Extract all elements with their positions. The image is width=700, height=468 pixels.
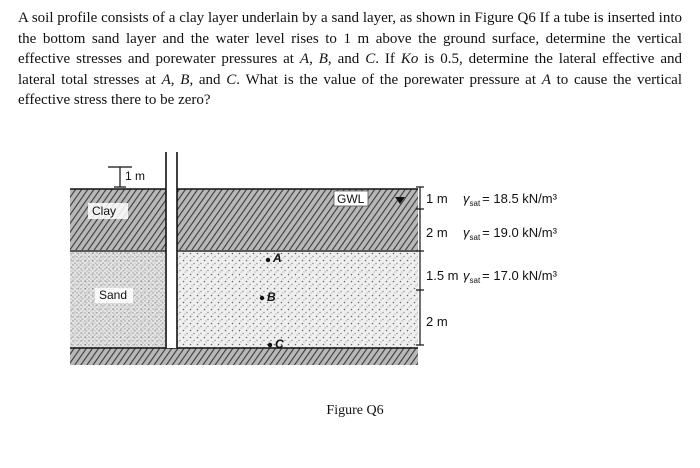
point-b-label: B bbox=[267, 290, 276, 304]
layer1-gamma: $\gamma_{sat} = 18.5$ kN/m³ bbox=[463, 191, 557, 208]
layer2-depth: 2 m bbox=[426, 225, 448, 240]
layer3-gamma: $\gamma_{sat} = 17.0$ kN/m³ bbox=[463, 268, 557, 285]
clay-label: Clay bbox=[92, 204, 117, 218]
layer4-depth: 2 m bbox=[426, 314, 448, 329]
standpipe-tube bbox=[166, 152, 177, 348]
bedrock-layer bbox=[70, 348, 418, 365]
sand-label: Sand bbox=[99, 288, 128, 302]
layer3-depth: 1.5 m bbox=[426, 268, 459, 283]
layer1-depth: 1 m bbox=[426, 191, 448, 206]
question-text: A soil profile consists of a clay layer underlain by a sand layer, as shown in Figure Q6 If a tube is inserted into the bottom sand layer and the water level rises to 1 m above the ground surface, determine the vertical effective stresses and porewater pressures at A, B, and C. If Ko is 0.5, determine the lateral effective and lateral total stresses at A, B, and C. What is the value of the porewater pressure at A to cause the vertical effective stress there to be zero? bbox=[18, 10, 682, 108]
figure-caption: Figure Q6 bbox=[326, 403, 384, 418]
layer2-gamma: $\gamma_{sat} = 19.0$ kN/m³ bbox=[463, 225, 557, 242]
top-dimension-label: 1 m bbox=[125, 169, 146, 183]
point-c-label: C bbox=[275, 337, 284, 351]
point-a-label: A bbox=[273, 251, 282, 265]
gwl-label: GWL bbox=[337, 192, 365, 206]
